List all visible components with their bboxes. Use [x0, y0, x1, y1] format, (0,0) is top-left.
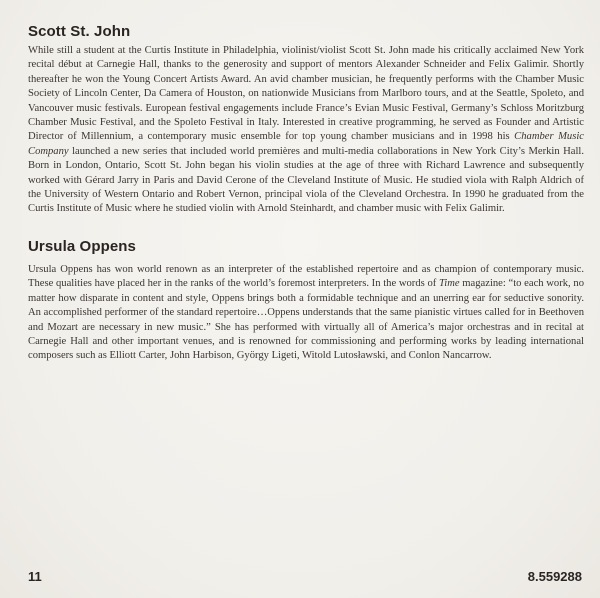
- page-number: 11: [28, 569, 42, 584]
- catalog-number: 8.559288: [527, 569, 582, 584]
- bio-text-scott-st-john: [28, 44, 584, 217]
- section-title-ursula-oppens: Ursula Oppens: [28, 238, 136, 255]
- bio-text-run: launched a new series that included world premières and multi-media collaborations in New York City’s Merkin Hall. Born in London, Ontario, Scott St. John began his violin studies at the age of three with Richard Lawrence and subsequently worked with Gérard Jarry in Paris and David Cerone of the Cleveland Institute of Music. He studied viola with Ralph Aldrich of the University of Western Ontario and Robert Vernon, principal viola of the Cleveland Orchestra. In 1990 he graduated from the Curtis Institute of Music where he studied violin with Arnold Steinhardt, and chamber music with Felix Galimir.: [28, 145, 584, 215]
- section-title-scott-st-john: Scott St. John: [28, 23, 131, 40]
- bio-text-run: Ursula Oppens has won world renown as an interpreter of the established repertoire and as champion of contemporary music. These qualities have placed her in the ranks of the world’s foremost interpreters. In the words of: [28, 264, 584, 290]
- bio-text-run: magazine: “to each work, no matter how disparate in content and style, Oppens brings both a formidable technique and an unerring ear for seductive sonority. An accomplished performer of the standard repertoire…Oppens understands that the same pianistic virtues called for in Beethoven and Mozart are necessary in new music.” She has performed with virtually all of America’s major orchestras and in recital at Carnegie Hall and other important venues, and is renowned for commissioning and performing works by leading international composers such as Elliott Carter, John Harbison, György Ligeti, Witold Lutosławski, and Conlon Nancarrow.: [28, 278, 584, 362]
- bio-text-ursula-oppens: [28, 263, 584, 364]
- bio-text-italic-run: Time: [438, 278, 460, 290]
- bio-text-run: While still a student at the Curtis Institute in Philadelphia, violinist/violist Scott St. John made his critically acclaimed New York recital début at Carnegie Hall, thanks to the generosity and support of mentors Alexander Schneider and Felix Galimir. Shortly thereafter he won the Young Concert Artists Award. An avid chamber musician, he frequently performs with the Chamber Music Society of Lincoln Center, Da Camera of Houston, on nationwide Musicians from Marlboro tours, and at the Seattle, Spoleto, and Vancouver music festivals. European festival engagements include France’s Evian Music Festival, Germany’s Schloss Moritzburg Chamber Music Festival, and the Spoleto Festival in Italy. Interested in creative programming, he served as Founder and Artistic Director of Millennium, a contemporary music ensemble for top young chamber musicians and in 1998 his: [28, 45, 584, 143]
- bio-text-italic-run: Chamber Music Company: [28, 131, 584, 157]
